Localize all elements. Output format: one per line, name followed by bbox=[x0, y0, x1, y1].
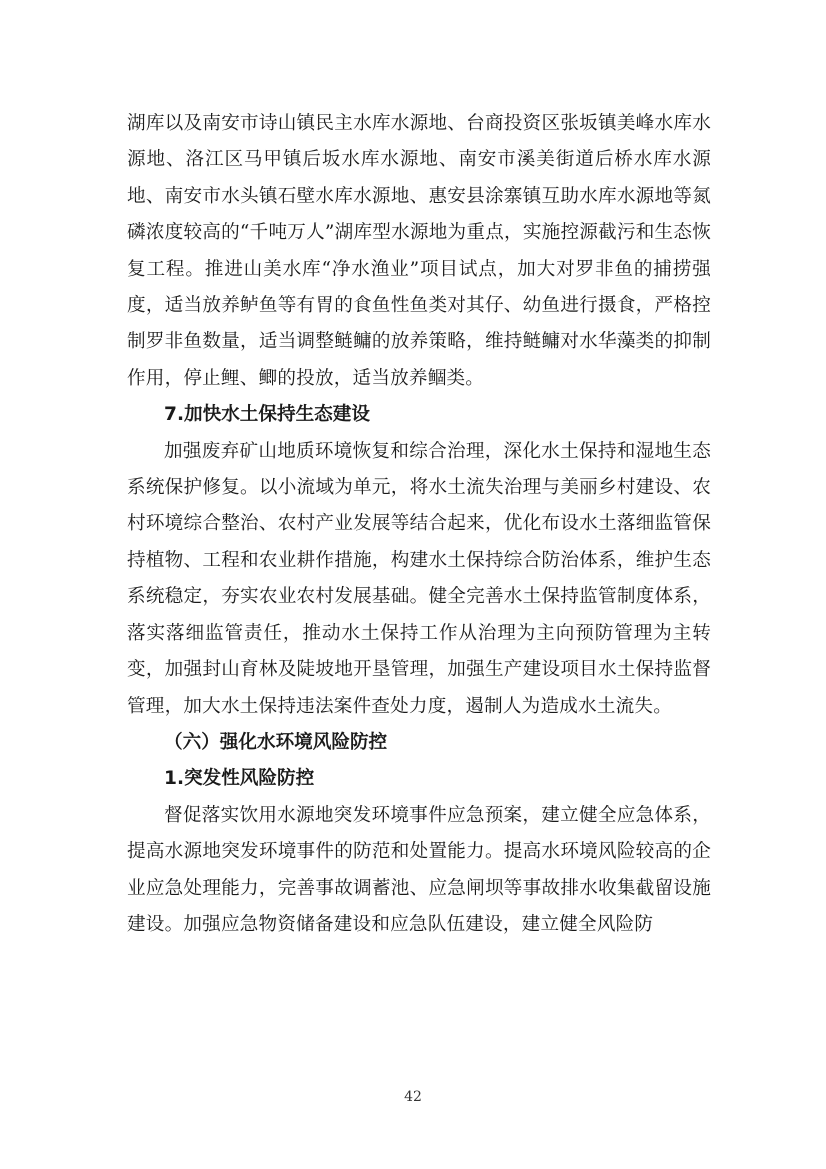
heading-sudden-risk-control: 1.突发性风险防控 bbox=[164, 768, 315, 790]
paragraph-reservoir-sources: 湖库以及南安市诗山镇民主水库水源地、台商投资区张坂镇美峰水库水源地、洛江区马甲镇后坂水库水源地、南安市溪美街道后桥水库水源地、南安市水头镇石壁水库水源地、惠安县涂寨镇互助水库水源地等氮磷浓度较高的“千吨万人”湖库型水源地为重点，实施控源截污和生态恢复工程。推进山美水库“净水渔业”项目试点，加大对罗非鱼的捕捞强度，适当放养鲈鱼等有胃的食鱼性鱼类对其仔、幼鱼进行摄食，严格控制罗非鱼数量，适当调整鲢鳙的放养策略，维持鲢鳙对水华藻类的抑制作用，停止鲤、鲫的投放，适当放养鲴类。 bbox=[127, 113, 711, 389]
heading-water-risk-control: （六）强化水环境风险防控 bbox=[164, 731, 388, 753]
paragraph-sudden-risk-control: 督促落实饮用水源地突发环境事件应急预案，建立健全应急体系，提高水源地突发环境事件的防范和处置能力。提高水环境风险较高的企业应急处理能力，完善事故调蓄池、应急闸坝等事故排水收集截留设施建设。加强应急物资储备建设和应急队伍建设，建立健全风险防 bbox=[127, 804, 711, 935]
heading-soil-water-conservation: 7.加快水土保持生态建设 bbox=[164, 404, 370, 426]
body-text bbox=[127, 106, 711, 943]
page-number: 42 bbox=[404, 1089, 422, 1105]
paragraph-soil-water-conservation: 加强废弃矿山地质环境恢复和综合治理，深化水土保持和湿地生态系统保护修复。以小流域为单元，将水土流失治理与美丽乡村建设、农村环境综合整治、农村产业发展等结合起来，优化布设水土落细监管保持植物、工程和农业耕作措施，构建水土保持综合防治体系，维护生态系统稳定，夯实农业农村发展基础。健全完善水土保持监管制度体系，落实落细监管责任，推动水土保持工作从治理为主向预防管理为主转变，加强封山育林及陡坡地开垦管理，加强生产建设项目水土保持监督管理，加大水土保持违法案件查处力度，遏制人为造成水土流失。 bbox=[127, 440, 711, 717]
